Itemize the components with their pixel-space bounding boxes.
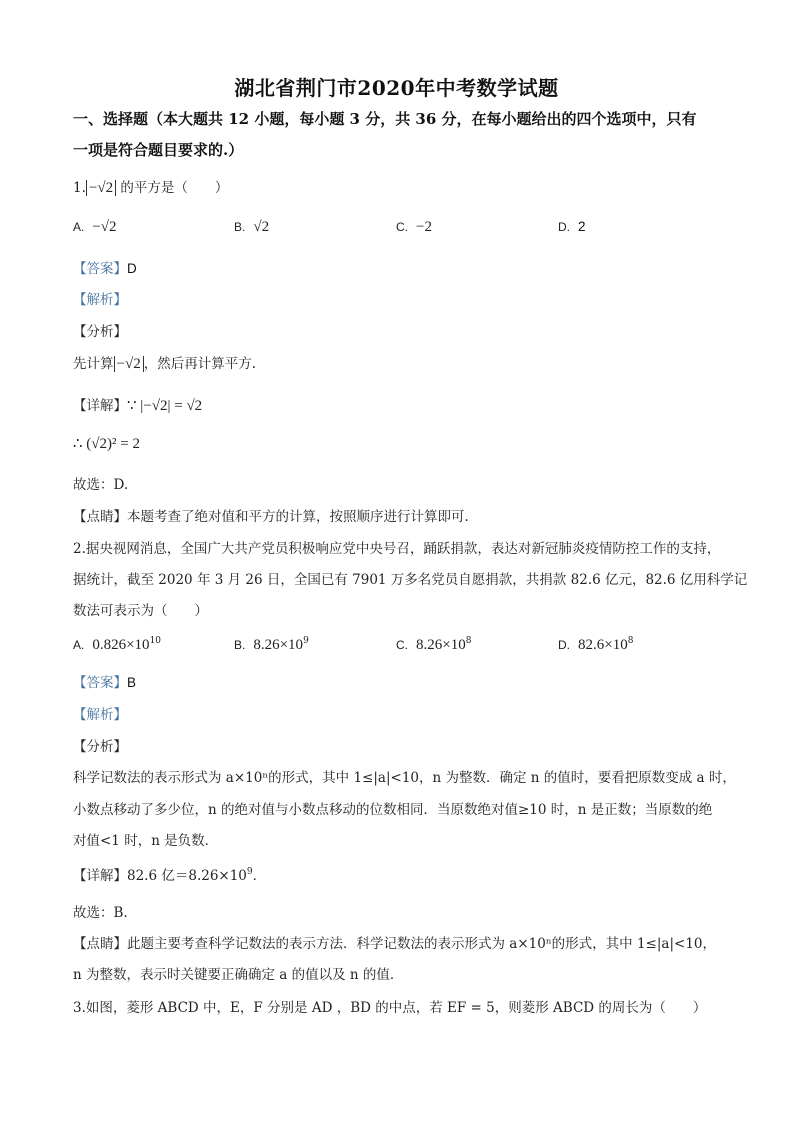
- question-1-stem: [73, 176, 228, 197]
- q1-therefore: ∴ (√2)² = 2: [73, 436, 140, 452]
- section-heading-line1: 一、选择题（本大题共 12 小题，每小题 3 分，共 36 分，在每小题给出的四个选项中，只有: [73, 110, 697, 128]
- q2-stem-line3: 数法可表示为（ ）: [73, 603, 208, 619]
- answer-label: 【答案】: [73, 261, 127, 277]
- answer-value: B: [127, 675, 137, 690]
- q1-fenxi-text: 先计算 −√2 ，然后再计算平方.: [73, 356, 256, 372]
- q1-option-b: B. √2: [234, 219, 270, 235]
- answer-label: 【答案】: [73, 675, 127, 691]
- q2-choice: 故选：B.: [73, 905, 128, 921]
- q1-dianjing: 【点睛】本题考查了绝对值和平方的计算，按照顺序进行计算即可.: [73, 509, 469, 525]
- q2-jiexi-label: 【解析】: [73, 707, 127, 723]
- q1-fenxi-label: 【分析】: [73, 324, 127, 340]
- q2-answer: [73, 671, 136, 691]
- q1-option-a: A. −√2: [73, 219, 117, 235]
- q3-stem: 3.如图，菱形 ABCD 中，E，F 分别是 AD ，BD 的中点，若 EF = 5，则菱形 ABCD 的周长为（ ）: [73, 1000, 707, 1016]
- answer-value: D: [127, 261, 137, 276]
- q1-jiexi-label: 【解析】: [73, 292, 127, 308]
- q2-stem-line2: 据统计，截至 2020 年 3 月 26 日，全国已有 7901 万多名党员自愿捐款，共捐款 82.6 亿元，82.6 亿用科学记: [73, 572, 748, 588]
- q1-xiangjie: 【详解】∵ |−√2| = √2: [73, 398, 203, 414]
- q1-option-d: D. 2: [558, 219, 586, 234]
- q2-option-d: D. $82.6\times 10^8$: [558, 636, 634, 653]
- section-heading-line2: 一项是符合题目要求的.）: [73, 141, 244, 159]
- question-text: 的平方是（ ）: [120, 180, 229, 196]
- q2-fenxi-label: 【分析】: [73, 739, 127, 755]
- abs-expression: −√2: [86, 180, 116, 196]
- q1-option-c: C. −2: [396, 219, 432, 235]
- page-title: 湖北省荆门市2020年中考数学试题: [234, 76, 559, 100]
- q2-fenxi-line2: 小数点移动了多少位，n 的绝对值与小数点移动的位数相同．当原数绝对值≥10 时，n 是正数；当原数的绝: [73, 802, 713, 818]
- q2-option-a: A. $0.826\times 10^{10}$: [73, 636, 162, 653]
- q2-stem-line1: 2.据央视网消息，全国广大共产党员积极响应党中央号召，踊跃捐款，表达对新冠肺炎疫情防控工作的支持，: [73, 541, 721, 557]
- q2-fenxi-line1: 科学记数法的表示形式为 a×10ⁿ的形式，其中 1≤|a|<10，n 为整数．确定 n 的值时，要看把原数变成 a 时，: [73, 770, 736, 786]
- q2-option-b: B. $8.26\times 10^9$: [234, 636, 309, 653]
- q2-xiangjie: 【详解】82.6 亿$=8.26\times 10^9$．: [73, 867, 267, 884]
- q2-dianjing-line2: n 为整数，表示时关键要正确确定 a 的值以及 n 的值．: [73, 967, 404, 983]
- q1-choice: 故选：D.: [73, 477, 129, 493]
- q2-fenxi-line3: 对值<1 时，n 是负数．: [73, 833, 219, 849]
- q2-dianjing-line1: 【点睛】此题主要考查科学记数法的表示方法．科学记数法的表示形式为 a×10ⁿ的形式，其中 1≤|a|<10，: [73, 936, 716, 952]
- q2-option-c: C. $8.26\times 10^8$: [396, 636, 472, 653]
- question-number: 1.: [73, 180, 86, 196]
- q1-answer: [73, 257, 137, 277]
